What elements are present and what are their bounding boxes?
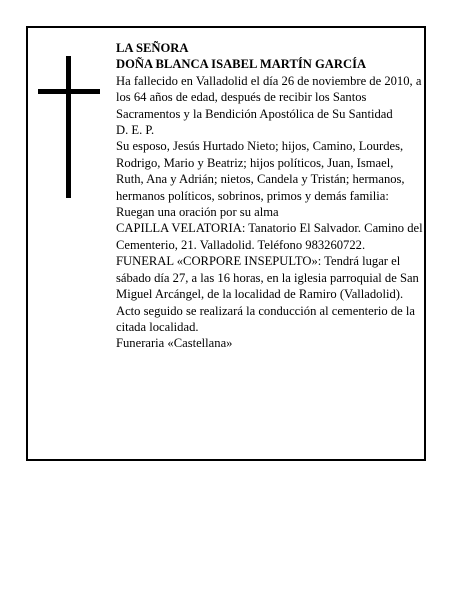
- funeral-info: FUNERAL «CORPORE INSEPULTO»: Tendrá lugar el sábado día 27, a las 16 horas, en la iglesia parroquial de San Miguel Arcángel, de la localidad de Ramiro (Valladolid). Acto seguido se realizará la conducción al cementerio de la citada localidad.: [116, 254, 419, 334]
- family-list: Su esposo, Jesús Hurtado Nieto; hijos, Camino, Lourdes, Rodrigo, Mario y Beatriz; hijos políticos, Juan, Ismael, Ruth, Ana y Adrián; nietos, Candela y Tristán; hermanos, hermanos políticos, sobrinos, primos y demás familia:: [116, 139, 405, 203]
- obituary-frame: [26, 26, 426, 461]
- chapel-info: CAPILLA VELATORIA: Tanatorio El Salvador. Camino del Cementerio, 21. Valladolid. Teléfono 983260722.: [116, 221, 423, 252]
- cross-vertical-bar: [66, 56, 71, 198]
- cross-horizontal-bar: [38, 89, 100, 94]
- deceased-name: DOÑA BLANCA ISABEL MARTÍN GARCÍA: [116, 57, 367, 72]
- cross-icon: [38, 56, 100, 198]
- dep-text: D. E. P.: [116, 123, 155, 138]
- death-announcement: Ha fallecido en Valladolid el día 26 de noviembre de 2010, a los 64 años de edad, después de recibir los Santos Sacramentos y la Bendición Apostólica de Su Santidad: [116, 73, 422, 121]
- notice-title: LA SEÑORA: [116, 41, 189, 55]
- obituary-notice: [116, 40, 424, 352]
- funeral-home: Funeraria «Castellana»: [116, 336, 233, 351]
- prayer-request: Ruegan una oración por su alma: [116, 205, 279, 220]
